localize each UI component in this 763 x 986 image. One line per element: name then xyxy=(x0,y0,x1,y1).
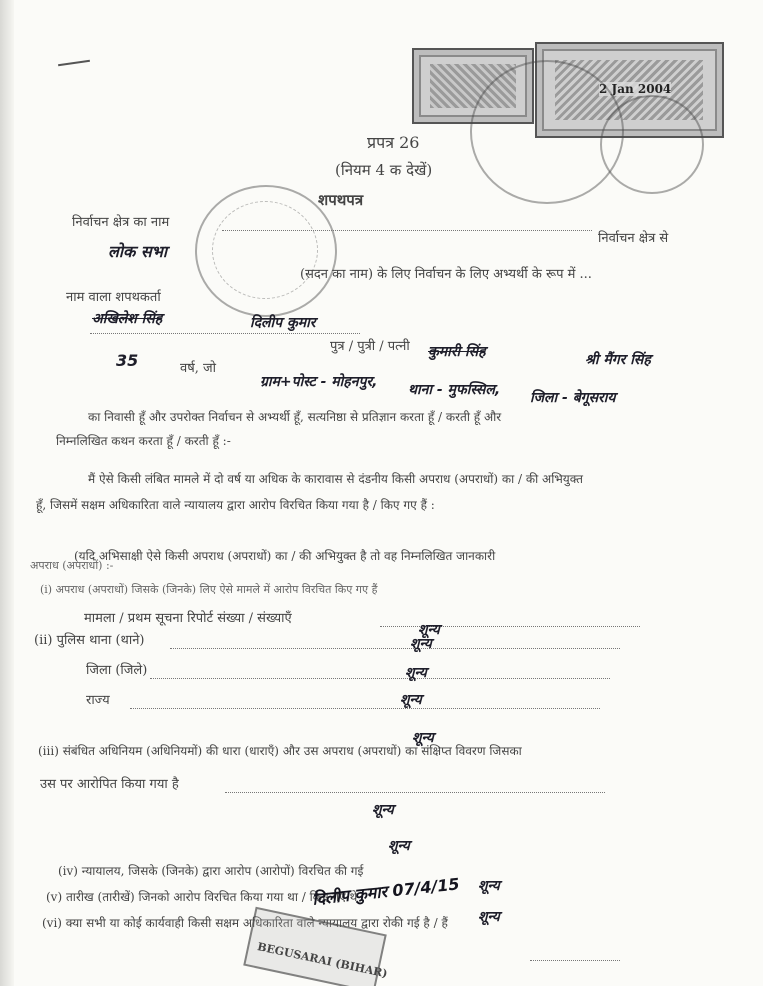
deponent-name: दिलीप कुमार xyxy=(250,315,316,331)
official-seal-circle xyxy=(600,95,704,194)
rule-reference: (नियम 4 क देखें) xyxy=(335,161,433,179)
age-value: 35 xyxy=(116,351,139,370)
field-charge-label: उस पर आरोपित किया गया है xyxy=(40,777,179,792)
deponent-label: नाम वाला शपथकर्ता xyxy=(66,290,161,305)
constituency-right: निर्वाचन क्षेत्र से xyxy=(598,231,669,246)
field-stay-value: शून्य xyxy=(478,909,500,925)
scan-edge xyxy=(0,0,14,986)
clause1-line3: (यदि अभिसाक्षी ऐसे किसी अपराध (अपराधों) का / की अभियुक्त है तो वह निम्नलिखित जानकारी xyxy=(74,549,496,563)
field-case-value: शून्य xyxy=(418,622,440,638)
field-date-value: शून्य xyxy=(478,878,500,894)
house-name-text: (सदन का नाम) के लिए निर्वाचन के लिए अभ्यर्थी के रूप में ... xyxy=(300,267,592,282)
field-date-label: (v) तारीख (तारीखें) जिनको आरोप विरचित किया गया था / किए गए थे xyxy=(46,890,358,904)
deponent-signature: दिलीप कुमार 07/4/15 xyxy=(311,874,461,909)
clause1-line2: हूँ, जिसमें सक्षम अधिकारिता वाले न्यायालय द्वारा आरोप विरचित किया गया है / किए गए हैं : xyxy=(36,498,435,512)
declaration-heading: शपथपत्र xyxy=(318,191,364,209)
clause1-line4: अपराध (अपराधों) :- xyxy=(30,559,114,572)
clause1-line5: (i) अपराध (अपराधों) जिसके (जिनके) लिए ऐसे मामले में आरोप विरचित किए गए हैं xyxy=(40,583,378,596)
field-police-label: (ii) पुलिस थाना (थाने) xyxy=(34,633,145,648)
statement-line: निम्नलिखित कथन करता हूँ / करती हूँ :- xyxy=(56,434,231,448)
field-state-label: राज्य xyxy=(86,693,110,708)
fill-line xyxy=(530,960,620,961)
bottom-stamp-text: BEGUSARAI (BIHAR) xyxy=(256,940,389,981)
field-district-label: जिला (जिले) xyxy=(86,663,148,678)
field-section-value: शून्य xyxy=(412,730,434,746)
field-charge-value: शून्य xyxy=(372,802,394,818)
deponent-name-struck: अखिलेश सिंह xyxy=(92,311,163,327)
relation-label: पुत्र / पुत्री / पत्नी xyxy=(330,339,410,354)
field-court-label: (iv) न्यायालय, जिसके (जिनके) द्वारा आरोप (आरोपों) विरचित की गई xyxy=(58,864,364,878)
field-section-label: (iii) संबंधित अधिनियम (अधिनियमों) की धारा (धाराएँ) और उस अपराध (अपराधों) का संक्षिप्त विवरण जिसका xyxy=(38,744,522,758)
form-title: प्रपत्र 26 xyxy=(367,133,420,152)
notary-seal-inner xyxy=(212,201,318,299)
police-station-value: थाना - मुफस्सिल, xyxy=(408,382,501,398)
fill-line xyxy=(150,678,610,679)
father-name: श्री मैंगर सिंह xyxy=(585,352,651,368)
residence-line: का निवासी हूँ और उपरोक्त निर्वाचन से अभ्यर्थी हूँ, सत्यनिष्ठा से प्रतिज्ञान करता हूँ / करती हूँ और xyxy=(88,410,502,424)
age-suffix: वर्ष, जो xyxy=(180,361,217,376)
margin-mark xyxy=(58,60,90,66)
field-court-value: शून्य xyxy=(388,838,410,854)
fill-line xyxy=(130,708,600,709)
fill-line xyxy=(170,648,620,649)
field-police-value: शून्य xyxy=(410,636,432,652)
field-state-value: शून्य xyxy=(400,692,422,708)
relation-name-struck: कुमारी सिंह xyxy=(428,344,486,360)
fill-line xyxy=(90,333,360,334)
stamp-date-text: 2 Jan 2004 xyxy=(599,82,672,96)
clause1-line1: मैं ऐसे किसी लंबित मामले में दो वर्ष या अधिक के कारावास से दंडनीय किसी अपराध (अपराधों) का / की अभियुक्त xyxy=(88,472,583,486)
constituency-label: निर्वाचन क्षेत्र का नाम xyxy=(72,215,170,230)
field-district-value: शून्य xyxy=(405,665,427,681)
fill-line xyxy=(225,792,605,793)
field-case-label: मामला / प्रथम सूचना रिपोर्ट संख्या / संख्याएँ xyxy=(84,611,292,626)
village-value: ग्राम+पोस्ट - मोहनपुर, xyxy=(260,374,378,390)
house-name-value: लोक सभा xyxy=(108,242,168,261)
field-stay-label: (vi) क्या सभी या कोई कार्यवाही किसी सक्षम अधिकारिता वाले न्यायालय द्वारा रोकी गई है / हैं xyxy=(42,916,448,930)
fill-line xyxy=(222,230,592,231)
district-value: जिला - बेगूसराय xyxy=(530,390,616,406)
